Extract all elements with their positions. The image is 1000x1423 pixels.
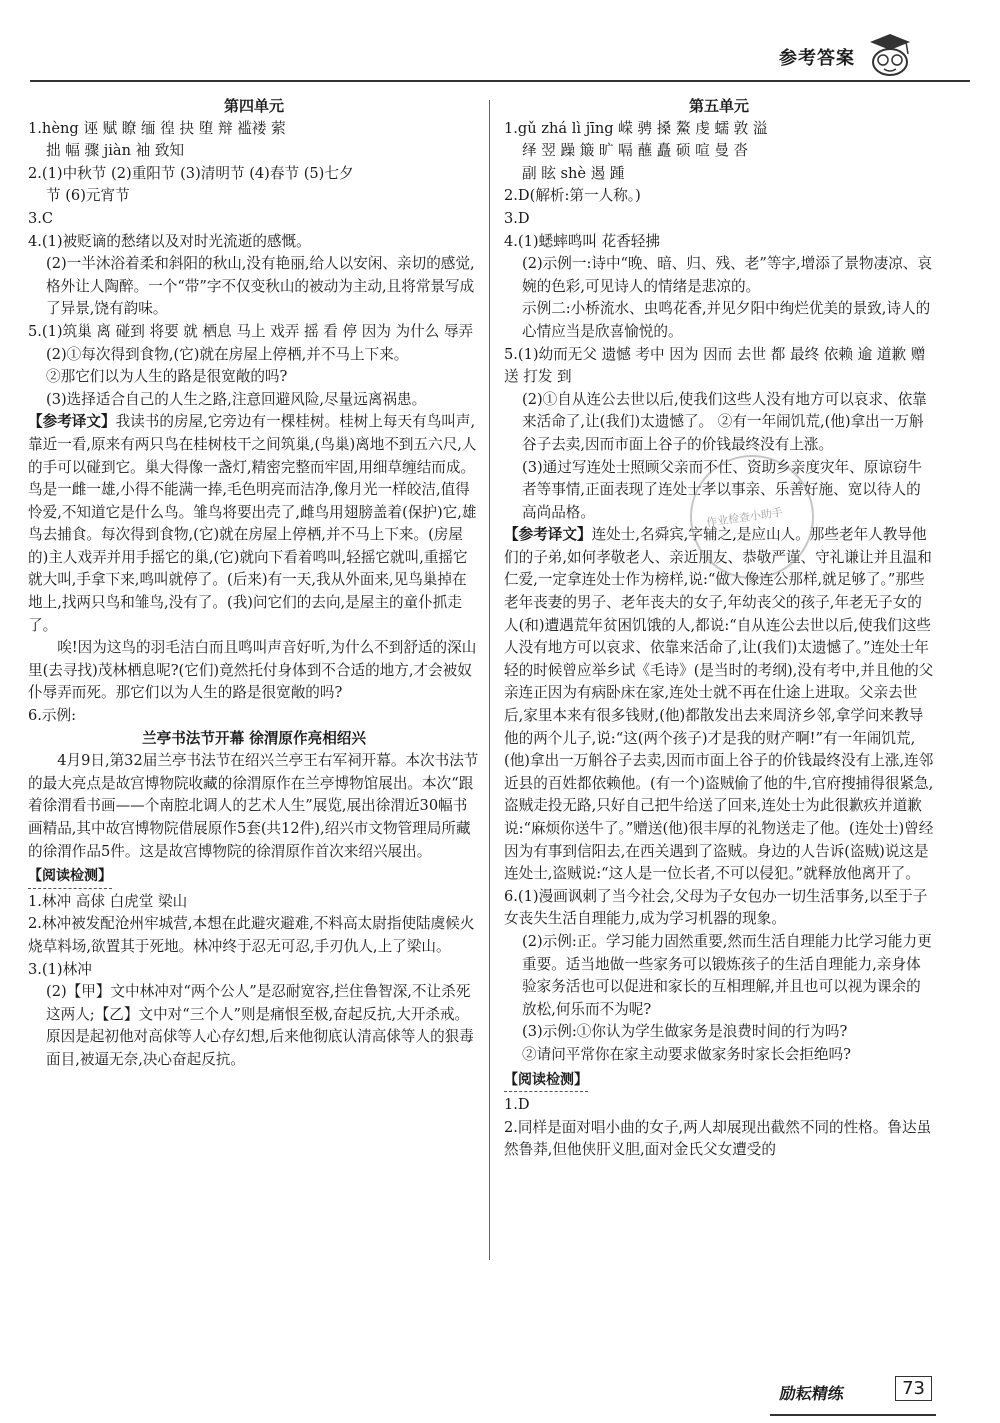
u4-q2-line1: 2.(1)中秋节 (2)重阳节 (3)清明节 (4)春节 (5)七夕 — [28, 164, 354, 182]
footer-rule — [770, 1414, 936, 1416]
u4-q5-4: (3)选择适合自己的人生之路,注意回避风险,尽量远离祸患。 — [46, 390, 427, 408]
u5-q3: 3.D — [504, 209, 530, 227]
header-rule — [30, 80, 970, 82]
u4-q2-line2: 节 (6)元宵节 — [46, 187, 130, 205]
unit4-title: 第四单元 — [223, 97, 284, 115]
u4-translation — [28, 411, 480, 637]
u5-q6-1: 6.(1)漫画讽刺了当今社会,父母为子女包办一切生活事务,以至于子女丧失生活自理能力,成为学习机器的现象。 — [504, 887, 928, 928]
u4-translation-p2: 唉!因为这鸟的羽毛洁白而且鸣叫声音好听,为什么不到舒适的深山里(去寻找)茂林栖息呢?(它们)竟然托付身体到不合适的地方,才会被奴仆辱弄而死。那它们以为人生的路是很宽敞的吗? — [28, 639, 477, 702]
u4-q3: 3.C — [28, 209, 54, 227]
u5-q5-1: 5.(1)幼而无父 遗憾 考中 因为 因而 去世 都 最终 依赖 逾 道歉 赠送 打发 到 — [504, 345, 926, 386]
u4-r3b: (2)【甲】文中林冲对“两个公人”是忍耐宽容,拦住鲁智深,不让杀死这两人;【乙】文中对“三个人”则是痛恨至极,奋起反抗,大开杀戒。 原因是起初他对高俅等人心存幻想,后来他彻底认清高俅等人的狠毒面目,被逼无奈,决心奋起反抗。 — [46, 983, 474, 1068]
u5-q6-2: (2)示例:正。学习能力固然重要,然而生活自理能力比学习能力更重要。适当地做一些家务可以锻炼孩子的生活自理能力,亲身体验家务活也可以促进和家长的互相理解,并且也可以视为课余的放松,何乐而不为呢? — [522, 932, 932, 1018]
u4-r3a: 3.(1)林冲 — [28, 960, 92, 978]
u4-r1: 1.林冲 高俅 白虎堂 梁山 — [28, 892, 188, 910]
u5-q1-line1: 1.gǔ zhá lì jīng 嵘 骋 搡 鰲 虔 蠕 敦 溢 — [504, 119, 768, 137]
u4-q1-line1: 1.hèng 诬 赋 瞭 缅 徨 抉 堕 辩 褴褛 萦 — [28, 119, 286, 137]
u5-translation — [504, 524, 934, 886]
u4-q6-article-title: 兰亭书法节开幕 徐渭原作亮相绍兴 — [142, 729, 366, 747]
u4-translation-label: 【参考译文】 — [28, 413, 116, 431]
u5-translation-label: 【参考译文】 — [504, 526, 592, 544]
footer-brand: 励耘精练 — [778, 1384, 846, 1403]
u4-q6-label: 6.示例: — [28, 707, 77, 725]
u5-q4-2: (2)示例一:诗中“晚、暗、归、残、老”等字,增添了景物凄凉、哀婉的色彩,可见诗人的情绪是悲凉的。 — [522, 255, 932, 295]
u4-q1-line2: 拙 幅 骤 jiàn 袖 致知 — [46, 142, 185, 160]
u4-q4-2: (2)一半沐浴着柔和斜阳的秋山,没有艳丽,给人以安闲、亲切的感觉,格外让人陶醉。一个“带”字不仅变秋山的被动为主动,且将常景写成了异景,饶有韵味。 — [46, 255, 475, 318]
u5-r1: 1.D — [504, 1096, 530, 1114]
page-footer — [770, 1376, 936, 1416]
u5-q5-2: (2)①自从连公去世以后,使我们这些人没有地方可以哀求、依靠来活命了,让(我们)太遗憾了。 ②有一年闹饥荒,(他)拿出一万斛谷子去卖,因而市面上谷子的价钱最终没有上涨。 — [522, 390, 927, 453]
column-divider — [489, 100, 490, 1260]
u5-q6-3: (3)示例:①你认为学生做家务是浪费时间的行为吗? — [522, 1023, 848, 1041]
u4-q5-1: 5.(1)筑巢 离 碰到 将要 就 栖息 马上 戏弄 摇 看 停 因为 为什么 辱弄 — [28, 322, 474, 340]
mascot-graduate-icon — [858, 32, 918, 80]
u4-q6-article-body: 4月9日,第32届兰亭书法节在绍兴兰亭王右军祠开幕。本次书法节的最大亮点是故宫博物院收藏的徐渭原作在兰亭博物馆展出。本次“跟着徐渭看书画——个南腔北调人的艺术人生”展览,展出徐渭近30幅书画精品,其中故宫博物院借展原作5套(共12件),绍兴市文物管理局所藏的徐渭作品5件。这是故宫博物院的徐渭原作首次来绍兴展出。 — [28, 752, 479, 860]
stamp-text: 作业检查小助手 — [705, 505, 784, 530]
unit5-column — [504, 95, 934, 1162]
u4-r2: 2.林冲被发配沧州牢城营,本想在此避灾避难,不料高太尉指使陆虞候火烧草料场,欲置其于死地。林冲终于忍无可忍,手刃仇人,上了梁山。 — [28, 915, 475, 955]
page-header-title: 参考答案 — [779, 48, 855, 69]
u4-q5-3: ②那它们以为人生的路是很宽敞的吗? — [46, 368, 288, 386]
u4-q4-1: 4.(1)被贬谪的愁绪以及对时光流逝的感慨。 — [28, 232, 311, 250]
unit5-title: 第五单元 — [688, 97, 749, 115]
u5-q2: 2.D(解析:第一人称。) — [504, 187, 641, 205]
u5-q5-3: (3)通过写连处士照顾父亲而不仕、资助乡亲度灾年、原谅窃牛者等事情,正面表现了连处士孝以事亲、乐善好施、宽以待人的高尚品格。 — [522, 458, 923, 521]
unit4-column — [28, 95, 480, 1072]
u5-q6-4: ②请问平常你在家主动要求做家务时家长会拒绝吗? — [522, 1045, 851, 1063]
u4-translation-p1: 我读书的房屋,它旁边有一棵桂树。桂树上每天有鸟叫声,靠近一看,原来有两只鸟在桂树枝干之间筑巢,(鸟巢)离地不到五六尺,人的手可以碰到它。巢大得像一盏灯,精密完整而牢固,用细草缠结而成。鸟是一雌一雄,小得不能满一捧,毛色明亮而洁净,像月光一样皎洁,值得怜爱,不知道它是什么鸟。雏鸟将要出壳了,雌鸟用翅膀盖着(保护)它,雄鸟去捕食。每次得到食物,(它)就在房屋上停栖,并不马上下来。(房屋的)主人戏弄并用手摇它的巢,(它)就向下看着鸣叫,轻摇它就叫,重摇它就大叫,手拿下来,鸣叫就停了。(后来)有一天,我从外面来,见鸟巢掉在地上,找两只鸟和雏鸟,没有了。(我)问它们的去向,是屋主的童仆抓走了。 — [28, 413, 477, 634]
u5-q4-1: 4.(1)蟋蟀鸣叫 花香轻拂 — [504, 232, 660, 250]
u5-q1-line3: 副 眩 shè 遏 踵 — [522, 164, 625, 182]
page-number: 73 — [895, 1376, 932, 1401]
u5-translation-text: 连处士,名舜宾,字辅之,是应山人。那些老年人教导他们的子弟,如何孝敬老人、亲近朋友、恭敬严谨、守礼谦让并且温和仁爱,一定拿连处士作为榜样,说:“做人像连公那样,就足够了。”那些老年丧妻的男子、老年丧夫的女子,年幼丧父的孩子,年老无子女的人(和)遭遇荒年贫困饥饿的人,都说:“自从连公去世以后,使我们这些人没有地方可以哀求、依靠来活命了,让(我们)太遗憾了。”连处士年轻的时候曾应举乡试《毛诗》(是当时的考纲),没有考中,并且他的父亲连正因为有病卧床在家,连处士就不再在仕途上进取。父亲去世后,家里本来有很多钱财,(他)都散发出去来周济乡邻,拿学问来教导他的两个儿子,说:“这(两个孩子)才是我的财产啊!”有一年闹饥荒,(他)拿出一万斛谷子去卖,因而市面上谷子的价钱最终没有上涨,连邻近县的百姓都依赖他。(有一个)盗贼偷了他的牛,官府搜捕得很紧急,盗贼走投无路,只好自己把牛给送了回来,连处士为此很歉疚并道歉说:“麻烦你送牛了。”赠送(他)很丰厚的礼物送走了他。(连处士)曾经因为有事到信阳去,在西关遇到了盗贼。身边的人告诉(盗贼)说这是连处士,盗贼说:“这人是一位长者,不可以侵犯。”就释放他离开了。 — [504, 526, 934, 883]
u5-reading-heading: 【阅读检测】 — [504, 1069, 588, 1093]
u5-r2: 2.同样是面对唱小曲的女子,两人却展现出截然不同的性格。鲁达虽然鲁莽,但他侠肝义胆,面对金氏父女遭受的 — [504, 1118, 932, 1159]
u5-q4-3: 示例二:小桥流水、虫鸣花香,并见夕阳中绚烂优美的景致,诗人的心情应当是欣喜愉悦的。 — [522, 300, 931, 340]
u5-q1-line2: 绎 翌 躁 簸 旷 嗝 蘸 矗 硕 喧 曼 沓 — [522, 142, 749, 160]
u4-reading-heading: 【阅读检测】 — [28, 865, 112, 889]
stamp-seal — [690, 455, 814, 579]
u4-q5-2: (2)①每次得到食物,(它)就在房屋上停栖,并不马上下来。 — [46, 345, 409, 363]
